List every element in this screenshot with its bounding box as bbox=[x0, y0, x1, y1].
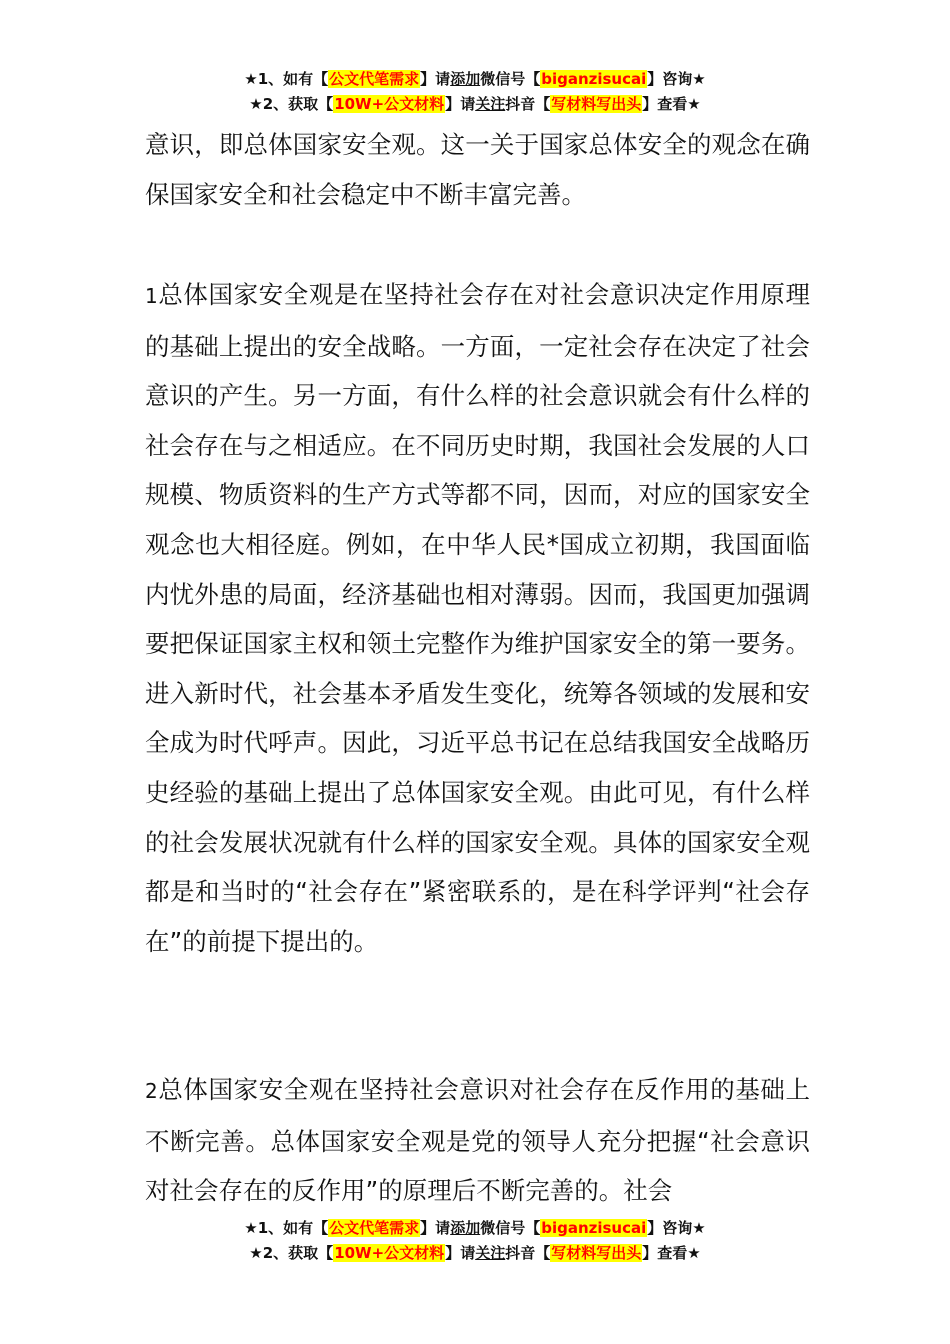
banner-text: 】请 bbox=[420, 1219, 451, 1237]
paragraph-text: 总体国家安全观在坚持社会意识对社会存在反作用的基础上不断完善。总体国家安全观是党的领导人充分把握“社会意识对社会存在的反作用”的原理后不断完善的。社会 bbox=[145, 1075, 810, 1206]
banner-text: 】请 bbox=[420, 70, 451, 88]
highlight-materials: 10W+公文材料 bbox=[334, 95, 445, 113]
banner-text: 抖音【 bbox=[505, 1244, 551, 1262]
banner-text: 抖音【 bbox=[505, 95, 551, 113]
paragraph-section-1 bbox=[145, 270, 810, 966]
banner-text: 】查看★ bbox=[642, 95, 701, 113]
banner-line-1 bbox=[0, 67, 950, 92]
banner-text: 】咨询★ bbox=[647, 70, 706, 88]
banner-line-2 bbox=[0, 92, 950, 117]
banner-text: ★1、如有【 bbox=[244, 1219, 329, 1237]
paragraph-continuation: 意识，即总体国家安全观。这一关于国家总体安全的观念在确保国家安全和社会稳定中不断丰富完善。 bbox=[145, 130, 810, 209]
banner-text: ★1、如有【 bbox=[244, 70, 329, 88]
banner-text: 】请 bbox=[445, 1244, 476, 1262]
banner-text: 】请 bbox=[445, 95, 476, 113]
paragraph-text: 总体国家安全观是在坚持社会存在对社会意识决定作用原理的基础上提出的安全战略。一方面，一定社会存在决定了社会意识的产生。另一方面，有什么样的社会意识就会有什么样的社会存在与之相适应。在不同历史时期，我国社会发展的人口规模、物质资料的生产方式等都不同，因而，对应的国家安全观念也大相径庭。例如，在中华人民*国成立初期，我国面临内忧外患的局面，经济基础也相对薄弱。因而，我国更加强调要把保证国家主权和领土完整作为维护国家安全的第一要务。进入新时代，社会基本矛盾发生变化，统筹各领域的发展和安全成为时代呼声。因此，习近平总书记在总结我国安全战略历史经验的基础上提出了总体国家安全观。由此可见，有什么样的社会发展状况就有什么样的国家安全观。具体的国家安全观都是和当时的“社会存在”紧密联系的，是在科学评判“社会存在”的前提下提出的。 bbox=[145, 280, 810, 956]
banner-text: ★2、获取【 bbox=[249, 95, 334, 113]
section-number: 2 bbox=[145, 1079, 158, 1103]
banner-underlined-text: 添加 bbox=[450, 1219, 481, 1237]
header-banner bbox=[0, 67, 950, 117]
banner-underlined-text: 关注 bbox=[475, 1244, 506, 1262]
highlight-wechat-id: biganzisucai bbox=[541, 70, 647, 88]
highlight-wechat-id: biganzisucai bbox=[541, 1219, 647, 1237]
highlight-service: 公文代笔需求 bbox=[329, 1219, 420, 1237]
banner-text: ★2、获取【 bbox=[249, 1244, 334, 1262]
paragraph-section-2 bbox=[145, 1065, 810, 1216]
footer-banner bbox=[0, 1216, 950, 1266]
banner-line-1 bbox=[0, 1216, 950, 1241]
banner-text: 微信号【 bbox=[480, 1219, 541, 1237]
banner-text: 】查看★ bbox=[642, 1244, 701, 1262]
banner-text: 】咨询★ bbox=[647, 1219, 706, 1237]
banner-line-2 bbox=[0, 1241, 950, 1266]
banner-underlined-text: 添加 bbox=[450, 70, 481, 88]
highlight-douyin-account: 写材料写出头 bbox=[551, 95, 642, 113]
section-number: 1 bbox=[145, 284, 158, 308]
highlight-materials: 10W+公文材料 bbox=[334, 1244, 445, 1262]
highlight-douyin-account: 写材料写出头 bbox=[551, 1244, 642, 1262]
banner-text: 微信号【 bbox=[480, 70, 541, 88]
highlight-service: 公文代笔需求 bbox=[329, 70, 420, 88]
banner-underlined-text: 关注 bbox=[475, 95, 506, 113]
